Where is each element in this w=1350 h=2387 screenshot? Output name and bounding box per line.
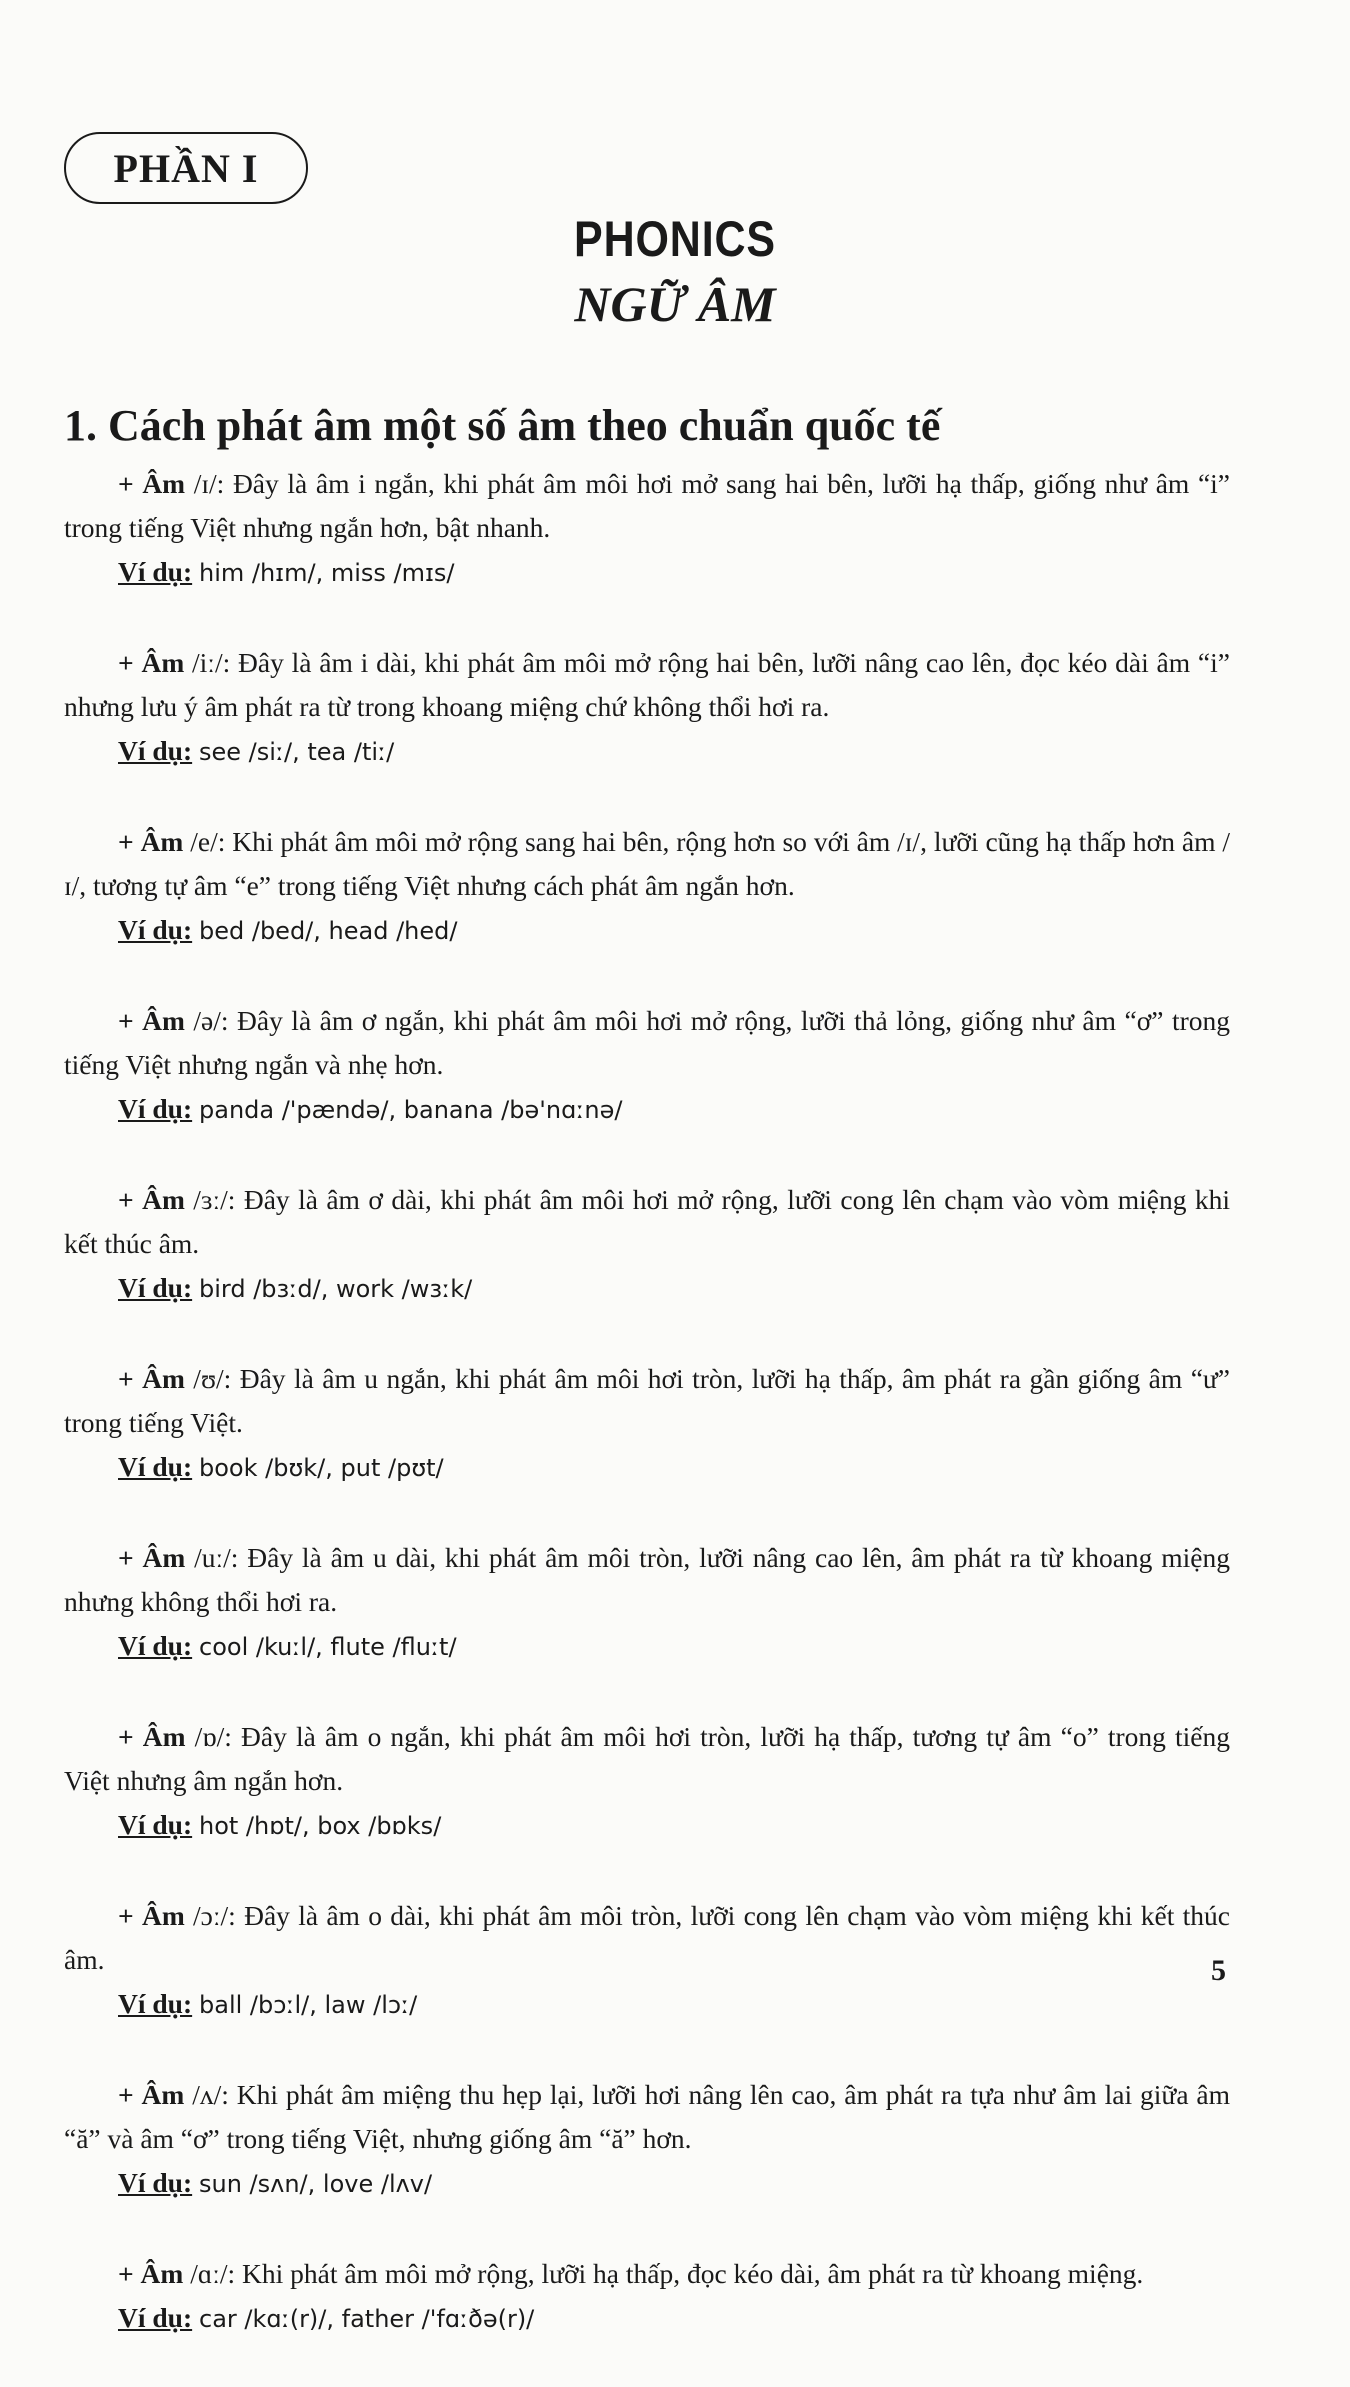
sound-description (64, 1894, 1230, 1982)
sound-lead: + Âm (118, 1900, 185, 1931)
example-label: Ví dụ: (118, 556, 193, 587)
example-words: see /siː/, tea /tiː/ (199, 738, 395, 766)
sound-description (64, 1536, 1230, 1624)
example-line (118, 1982, 1230, 2073)
part-badge: PHẦN I (64, 132, 308, 204)
sound-lead: + Âm (118, 2258, 184, 2289)
sound-text: /ɪ/: Đây là âm i ngắn, khi phát âm môi hơi mở sang hai bên, lưỡi hạ thấp, giống như âm “i” trong tiếng Việt nhưng ngắn hơn, bật nhanh. (64, 468, 1231, 543)
sound-text: /uː/: Đây là âm u dài, khi phát âm môi tròn, lưỡi nâng cao lên, âm phát ra từ khoang miệng nhưng không thổi hơi ra. (64, 1542, 1231, 1617)
example-words: car /kɑː(r)/, father /'fɑːðə(r)/ (199, 2305, 535, 2333)
sound-lead: + Âm (118, 2079, 185, 2110)
example-line (118, 2161, 1230, 2252)
example-label: Ví dụ: (118, 914, 193, 945)
sound-description (64, 2252, 1230, 2296)
sound-lead: + Âm (118, 647, 185, 678)
sound-lead: + Âm (118, 1542, 186, 1573)
sound-description (64, 820, 1230, 908)
sound-description (64, 1715, 1230, 1803)
page-title: PHONICS (574, 211, 776, 267)
sound-lead: + Âm (118, 1363, 185, 1394)
page-number: 5 (1211, 1954, 1226, 1987)
sound-text: /e/: Khi phát âm môi mở rộng sang hai bên, rộng hơn so với âm /ɪ/, lưỡi cũng hạ thấp hơn âm /ɪ/, tương tự âm “e” trong tiếng Việt nhưng cách phát âm ngắn hơn. (64, 826, 1230, 901)
sound-text: /ʌ/: Khi phát âm miệng thu hẹp lại, lưỡi hơi nâng lên cao, âm phát ra tựa như âm lai giữa âm “ă” và âm “ơ” trong tiếng Việt, nhưng giống âm “ă” hơn. (64, 2079, 1231, 2154)
example-words: him /hɪm/, miss /mɪs/ (199, 559, 455, 587)
example-label: Ví dụ: (118, 2302, 193, 2333)
example-label: Ví dụ: (118, 735, 193, 766)
sound-text: /ə/: Đây là âm ơ ngắn, khi phát âm môi hơi mở rộng, lưỡi thả lỏng, giống như âm “ơ” trong tiếng Việt nhưng ngắn và nhẹ hơn. (64, 1005, 1230, 1080)
section-heading: 1. Cách phát âm một số âm theo chuẩn quốc tế (64, 401, 941, 450)
sound-description (64, 462, 1230, 550)
example-line (118, 1624, 1230, 1715)
sound-description (64, 1357, 1230, 1445)
example-line (118, 1087, 1230, 1178)
example-words: book /bʊk/, put /pʊt/ (199, 1454, 444, 1482)
example-words: ball /bɔːl/, law /lɔː/ (199, 1991, 418, 2019)
example-line (118, 908, 1230, 999)
example-words: bird /bɜːd/, work /wɜːk/ (199, 1275, 473, 1303)
example-words: sun /sʌn/, love /lʌv/ (199, 2170, 433, 2198)
sound-lead: + Âm (118, 826, 184, 857)
example-line (118, 1266, 1230, 1357)
sound-text: /iː/: Đây là âm i dài, khi phát âm môi mở rộng hai bên, lưỡi nâng cao lên, đọc kéo dài âm “i” nhưng lưu ý âm phát ra từ trong khoang miệng chứ không thổi hơi ra. (64, 647, 1230, 722)
example-label: Ví dụ: (118, 2167, 193, 2198)
sound-text: /ɑː/: Khi phát âm môi mở rộng, lưỡi hạ thấp, đọc kéo dài, âm phát ra từ khoang miệng. (183, 2258, 1144, 2289)
sound-description (64, 2073, 1230, 2161)
sound-lead: + Âm (118, 468, 186, 499)
example-line (118, 1445, 1230, 1536)
example-line (118, 1803, 1230, 1894)
page-subtitle: NGỮ ÂM (574, 276, 776, 332)
example-words: panda /'pændə/, banana /bə'nɑːnə/ (199, 1096, 623, 1124)
example-label: Ví dụ: (118, 1809, 193, 1840)
example-words: cool /kuːl/, flute /fluːt/ (199, 1633, 457, 1661)
sound-lead: + Âm (118, 1005, 185, 1036)
sound-description (64, 641, 1230, 729)
sound-description (64, 999, 1230, 1087)
example-label: Ví dụ: (118, 1272, 193, 1303)
sound-text: /ʊ/: Đây là âm u ngắn, khi phát âm môi hơi tròn, lưỡi hạ thấp, âm phát ra gần giống âm “ư” trong tiếng Việt. (64, 1363, 1231, 1438)
sound-text: /ɒ/: Đây là âm o ngắn, khi phát âm môi hơi tròn, lưỡi hạ thấp, tương tự âm “o” trong tiếng Việt nhưng âm ngắn hơn. (64, 1721, 1231, 1796)
sound-text: /ɜː/: Đây là âm ơ dài, khi phát âm môi hơi mở rộng, lưỡi cong lên chạm vào vòm miệng khi kết thúc âm. (64, 1184, 1231, 1259)
example-label: Ví dụ: (118, 1451, 193, 1482)
example-line (118, 729, 1230, 820)
example-label: Ví dụ: (118, 1093, 193, 1124)
example-line (118, 550, 1230, 641)
phonics-content (64, 462, 1230, 2387)
example-words: hot /hɒt/, box /bɒks/ (199, 1812, 442, 1840)
example-line (118, 2296, 1230, 2387)
sound-lead: + Âm (118, 1184, 185, 1215)
example-label: Ví dụ: (118, 1630, 193, 1661)
example-label: Ví dụ: (118, 1988, 193, 2019)
sound-description (64, 1178, 1230, 1266)
sound-lead: + Âm (118, 1721, 186, 1752)
sound-text: /ɔː/: Đây là âm o dài, khi phát âm môi tròn, lưỡi cong lên chạm vào vòm miệng khi kết thúc âm. (64, 1900, 1230, 1975)
example-words: bed /bed/, head /hed/ (199, 917, 458, 945)
